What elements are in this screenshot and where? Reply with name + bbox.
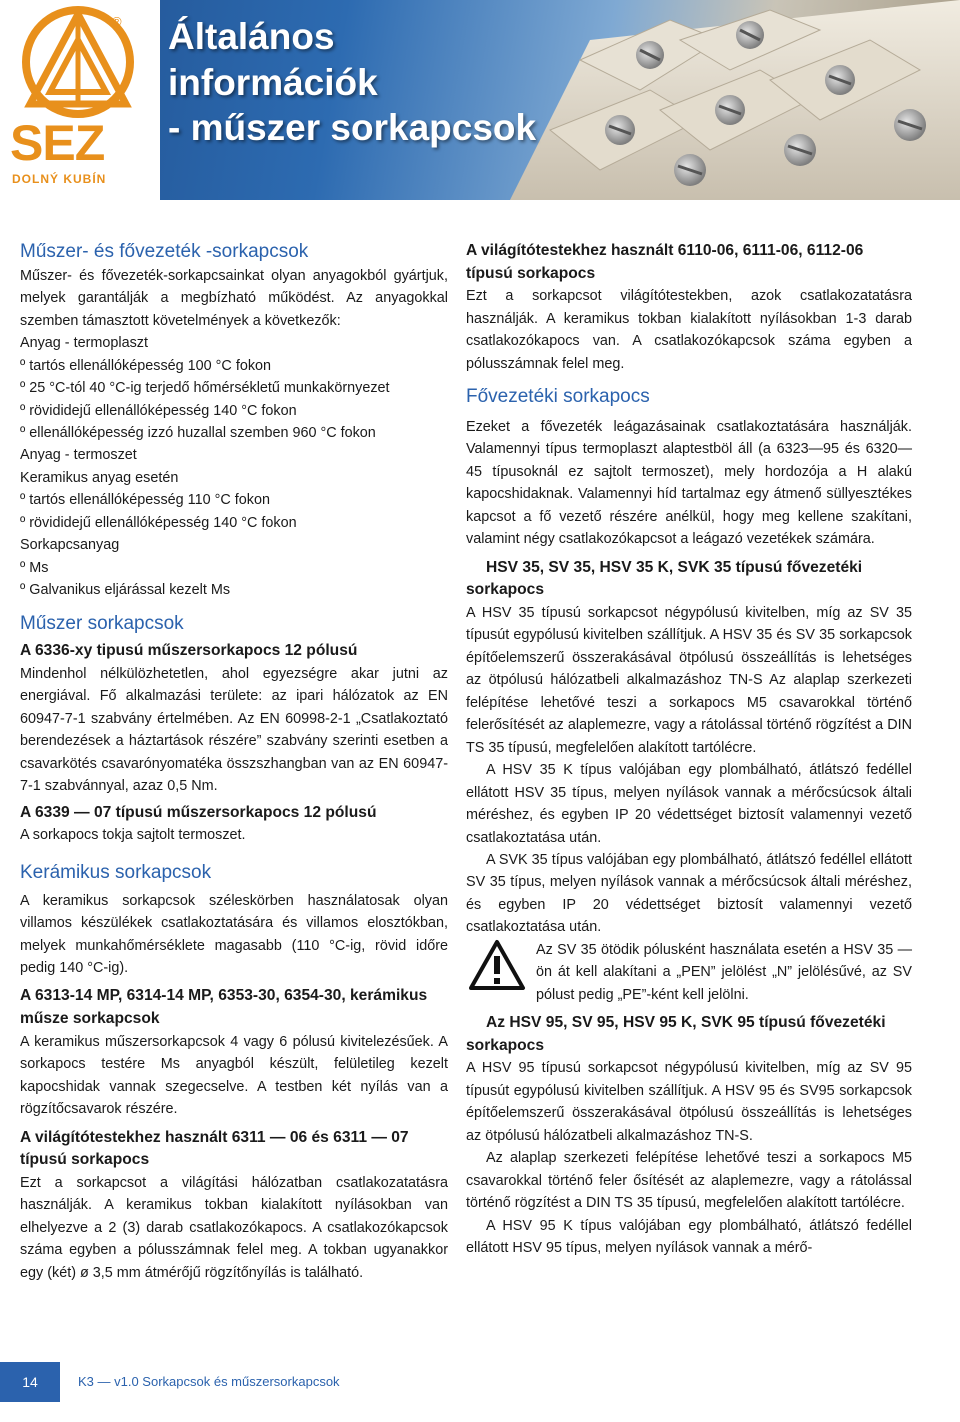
warning-note [466, 939, 912, 1006]
paragraph: A keramikus sorkapcsok széleskörben használatosak olyan villamos készülékek csatlakoztatására és villamos elosztókban, melyek munkahőmérséklete magasabb (110 °C-ig, rövid időre pedig 140 °C-ig). [20, 892, 448, 976]
subsection-heading: A világítótestekhez használt 6110-06, 6111-06, 6112-06 típusú sorkapocs [466, 242, 864, 282]
material-title: Anyag - termoplaszt [20, 335, 148, 352]
material-title: Anyag - termoszet [20, 447, 137, 464]
list-item: º tartós ellenállóképesség 100 °C fokon [20, 355, 448, 377]
subsection-heading: A 6336-xy tipusú műszersorkapocs 12 pólusú [20, 642, 358, 660]
list-item: º ellenállóképesség izzó huzallal szemben 960 °C fokon [20, 422, 448, 444]
title-line: Általános [168, 16, 335, 57]
section-heading: Műszer- és fővezeték -sorkapcsok [20, 241, 309, 262]
title-line: - műszer sorkapcsok [168, 107, 537, 148]
paragraph: A sorkapocs tokja sajtolt termoszet. [20, 827, 246, 844]
logo-triangle-icon [8, 4, 148, 122]
warning-icon [468, 939, 526, 991]
registered-mark: ® [112, 14, 122, 29]
page-number: 14 [0, 1362, 60, 1402]
list-item: º rövididejű ellenállóképesség 140 °C fokon [20, 400, 448, 422]
list-item: º rövididejű ellenállóképesség 140 °C fokon [20, 512, 448, 534]
page-footer [0, 1362, 960, 1402]
terminal-block-photo [470, 0, 960, 200]
paragraph: A HSV 35 típusú sorkapcsot négypólusú kivitelben, míg az SV 35 típusút egypólusú kivitelben szállítjuk. A HSV 35 és SV 35 sorkapcsok építőelemszerű összerakásával ötpólusú összeállítás is lehetséges az ötpólusú hálózatbeli alkalmazáshoz TN-S Az alaplap szerkezeti felépítése lehetővé teszi a sorkapocs M5 csavarokkal történő felerősítését az alaplemezre, vagy a rátolással történő rögzítést a DIN TS 35 típusú, megfelelően alakított tartólécre. [466, 604, 912, 756]
footer-text: K3 — v1.0 Sorkapcsok és műszersorkapcsok [78, 1374, 340, 1389]
list-item: º tartós ellenállóképesség 110 °C fokon [20, 489, 448, 511]
paragraph: A SVK 35 típus valójában egy plombálható, átlátszó fedéllel ellátott SV 35 típus, melyen nyílások vannak a mérőcsúcsok általi méréshez, és egyben IP 20 védettséget biztosít valamennyi vezető csatlakoztatása után. [466, 851, 912, 936]
logo-city: DOLNÝ KUBÍN [12, 172, 107, 186]
logo-text: SEZ [10, 115, 105, 171]
paragraph: Mindenhol nélkülözhetetlen, ahol egyezségre akar jutni az energiával. Fő alkalmazási területe: az ipari hálózatok az EN 60947-7-1 szabvány értelmében. Az EN 60998-2-1 „Csatlakoztató berendezések a háztartások részére” szabvány szerinti esetben a csavarkötés csavarónyomatéka összszhangban van az EN 60947-7-1 szabvánnyal, azaz 0,5 Nm. [20, 666, 448, 795]
right-column [466, 240, 912, 1260]
subsection-heading: A világítótestekhez használt 6311 — 06 és 6311 — 07 típusú sorkapocs [20, 1128, 409, 1169]
subsection-heading: Az HSV 95, SV 95, HSV 95 K, SVK 95 típusú fővezetéki sorkapocs [466, 1014, 886, 1054]
company-logo [0, 0, 160, 200]
paragraph: A HSV 35 K típus valójában egy plombálható, átlátszó fedéllel ellátott HSV 35 típus, melyen nyílások vannak a mérőcsúcsok általi méréshez, és egyben IP 20 védettséget biztosít valamennyi vezető csatlakoztatása után. [466, 762, 912, 846]
paragraph: Ezt a sorkapcsot világítótestekben, azok csatlakozatatásra használják. A keramikus tokban kialakított nyílásokban 1-3 darab csatlakozókapocs van. A csatlakozókapcsok száma egyben a pólusszámnak felel meg. [466, 288, 912, 372]
subsection-heading: A 6339 — 07 típusú műszersorkapocs 12 pólusú [20, 803, 377, 821]
material-title: Sorkapcsanyag [20, 537, 120, 554]
paragraph: A keramikus műszersorkapcsok 4 vagy 6 pólusú kivitelezésűek. A sorkapocs testére Ms anyagból készült, felületileg kezelt kapocshidak vannak szegecselve. A testben két nyílás van a rögzítőcsavarok részére. [20, 1033, 448, 1118]
page-title [168, 14, 536, 151]
warning-text: Az SV 35 ötödik pólusként használata esetén a HSV 35 — ön át kell alakítani a „PEN” jelölést „N” jelölésűvé, az SV pólust pedig „PE”-ként kell jelölni. [536, 941, 912, 1003]
paragraph: A HSV 95 K típus valójában egy plombálható, átlátszó fedéllel ellátott HSV 95 típus, melyen nyílások vannak a mérő- [466, 1217, 912, 1257]
page-header [0, 0, 960, 200]
paragraph: Műszer- és fővezeték-sorkapcsainkat olyan anyagokból gyártjuk, melyek garantálják a megbízható működést. Az anyagokkal szemben támasztott követelmények a következők: [20, 267, 448, 329]
paragraph: A HSV 95 típusú sorkapcsot négypólusú kivitelben, míg az SV 95 típusút egypólusú kivitelben szállítjuk. A HSV 95 és SV95 sorkapcsok építőelemszerű összerakásával ötpólusú összeállítás is lehetséges az ötpólusú hálózatbeli alkalmazáshoz TN-S. [466, 1060, 912, 1144]
subsection-heading: A 6313-14 MP, 6314-14 MP, 6353-30, 6354-30, kerámikus műsze sorkapcsok [20, 987, 428, 1028]
list-item: º Galvanikus eljárással kezelt Ms [20, 579, 448, 601]
list-item: º Ms [20, 557, 448, 579]
section-heading: Fővezetéki sorkapocs [466, 386, 650, 408]
paragraph: Az alaplap szerkezeti felépítése lehetővé teszi a sorkapocs M5 csavarokkal történő feler ősítését az alaplemezre, vagy a rátolással történő rögzítést a DIN TS 35 típusú, megfelelően alakított tartólécre. [466, 1150, 912, 1212]
title-line: információk [168, 61, 378, 103]
subsection-heading: HSV 35, SV 35, HSV 35 K, SVK 35 típusú fővezetéki sorkapocs [466, 558, 863, 599]
paragraph: Ezeket a fővezeték leágazásainak csatlakoztatására használják. Valamennyi típus termoplaszt alaptestböl áll (a 6323—95 és 6320—45 típusoknál ez sajtolt termoszet), mely hordozója a H alakú kapocshidaknak. Valamennyi híd tartalmaz egy átmenő süllyesztékes kapcsot a fő vezető részére anélkül, hogy meg kellene szakítani, valamint négy csatlakozókapcsot a leágazó vezetékek számára. [466, 418, 912, 548]
section-heading: Kerámikus sorkapcsok [20, 861, 212, 883]
left-column [20, 240, 448, 1284]
material-subtitle: Keramikus anyag esetén [20, 469, 179, 486]
section-heading: Műszer sorkapcsok [20, 612, 184, 634]
list-item: º 25 °C-tól 40 °C-ig terjedő hőmérsékletű munkakörnyezet [20, 377, 448, 399]
paragraph: Ezt a sorkapcsot a világítási hálózatban csatlakozatatásra használják. A keramikus tokban kialakított nyílásokban van elhelyezve a 2 (3) darab csatlakozókapocs. A csatlakozókapcsok száma egyben a pólusszámnak felel meg. A tokban ugyanakkor egy (két) ø 3,5 mm átmérőjű rögzítőnyílás is található. [20, 1174, 448, 1281]
